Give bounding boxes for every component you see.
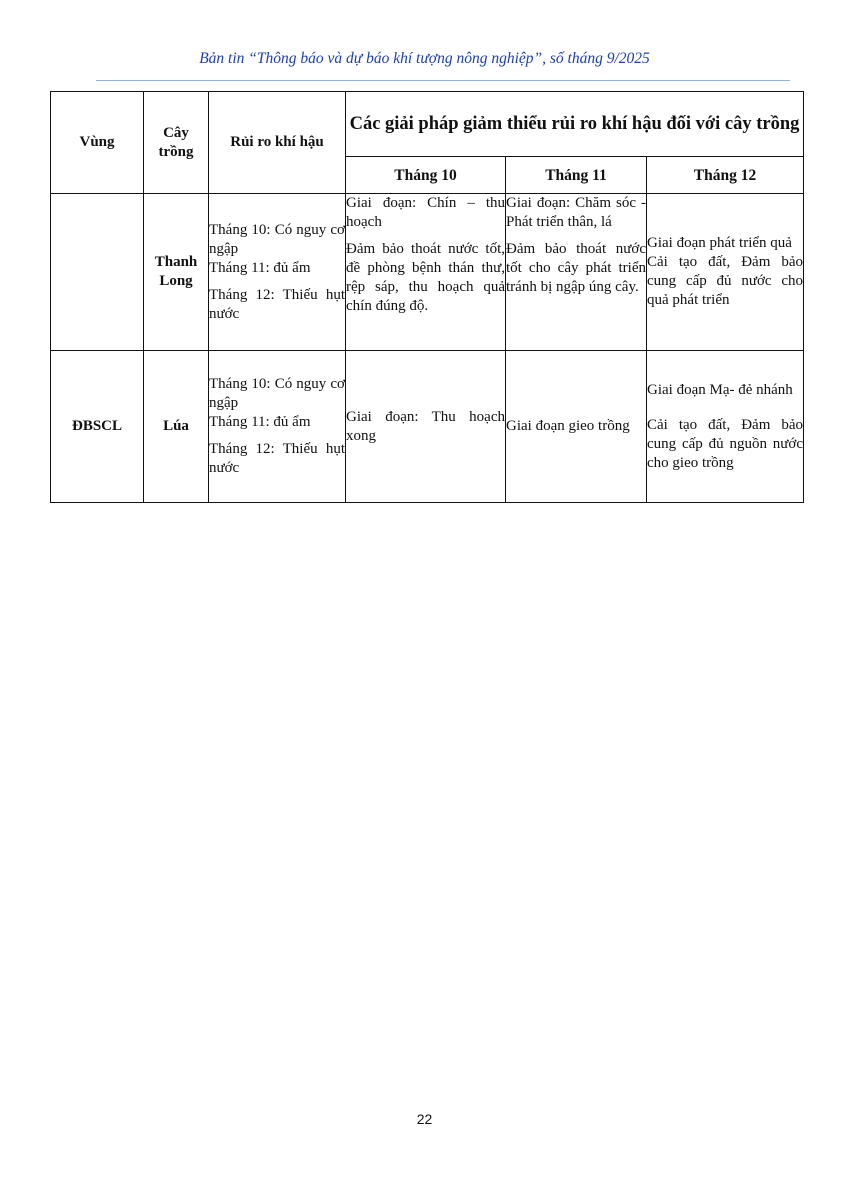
cell-thang-10: [346, 194, 506, 351]
risk-line: Tháng 11: đủ ẩm: [209, 414, 311, 430]
cell-thang-12: [647, 351, 804, 503]
cell-rui-ro: [209, 351, 346, 503]
header-giai-phap: Các giải pháp giảm thiểu rủi ro khí hậu đối với cây trồng: [346, 92, 804, 157]
cell-thang-10: [346, 351, 506, 503]
table-row: [51, 351, 804, 503]
header-divider: [96, 80, 790, 81]
cell-cay-trong: Thanh Long: [144, 194, 209, 351]
table-row: [51, 194, 804, 351]
stage-text: Giai đoạn: Chín – thu hoạch: [346, 195, 505, 230]
risk-line: Tháng 12: Thiếu hụt nước: [209, 286, 345, 322]
risk-line: Tháng 10: Có nguy cơ ngập: [209, 376, 345, 411]
page-number: 22: [416, 1111, 433, 1127]
solution-text: Đảm bảo thoát nước tốt, đề phòng bệnh thán thư, rệp sáp, thu hoạch quả chín đúng độ.: [346, 241, 505, 314]
cell-vung: ĐBSCL: [51, 351, 144, 503]
header-thang-11: Tháng 11: [506, 157, 647, 194]
cell-thang-11: [506, 351, 647, 503]
header-thang-12: Tháng 12: [647, 157, 804, 194]
cell-thang-12: [647, 194, 804, 351]
header-cay-trong: Cây trồng: [144, 92, 209, 194]
cell-vung: [51, 194, 144, 351]
stage-text: Giai đoạn: Chăm sóc - Phát triển thân, lá: [506, 195, 646, 230]
header-rui-ro: Rủi ro khí hậu: [209, 92, 346, 194]
risk-line: Tháng 12: Thiếu hụt nước: [209, 441, 345, 476]
cell-thang-11: [506, 194, 647, 351]
header-thang-10: Tháng 10: [346, 157, 506, 194]
stage-text: Giai đoạn phát triển quả: [647, 235, 792, 251]
solution-text: Cải tạo đất, Đảm bảo cung cấp đủ nước cho quả phát triển: [647, 254, 804, 308]
cell-rui-ro: [209, 194, 346, 351]
risk-line: Tháng 10: Có nguy cơ ngập: [209, 221, 345, 257]
solution-text: Cải tạo đất, Đảm bảo cung cấp đủ nguồn nước cho gieo trồng: [647, 416, 804, 471]
stage-text: Giai đoạn Mạ- đẻ nhánh: [647, 381, 793, 398]
document-header: Bản tin “Thông báo và dự báo khí tượng nông nghiệp”, số tháng 9/2025: [199, 50, 650, 67]
header-vung: Vùng: [51, 92, 144, 194]
climate-risk-table: [50, 91, 804, 503]
stage-text: Giai đoạn gieo trồng: [506, 418, 630, 434]
cell-cay-trong: Lúa: [144, 351, 209, 503]
solution-text: Đảm bảo thoát nước tốt cho cây phát triển tránh bị ngập úng cây.: [506, 241, 646, 295]
risk-line: Tháng 11: đủ ẩm: [209, 259, 311, 276]
stage-text: Giai đoạn: Thu hoạch xong: [346, 408, 505, 444]
